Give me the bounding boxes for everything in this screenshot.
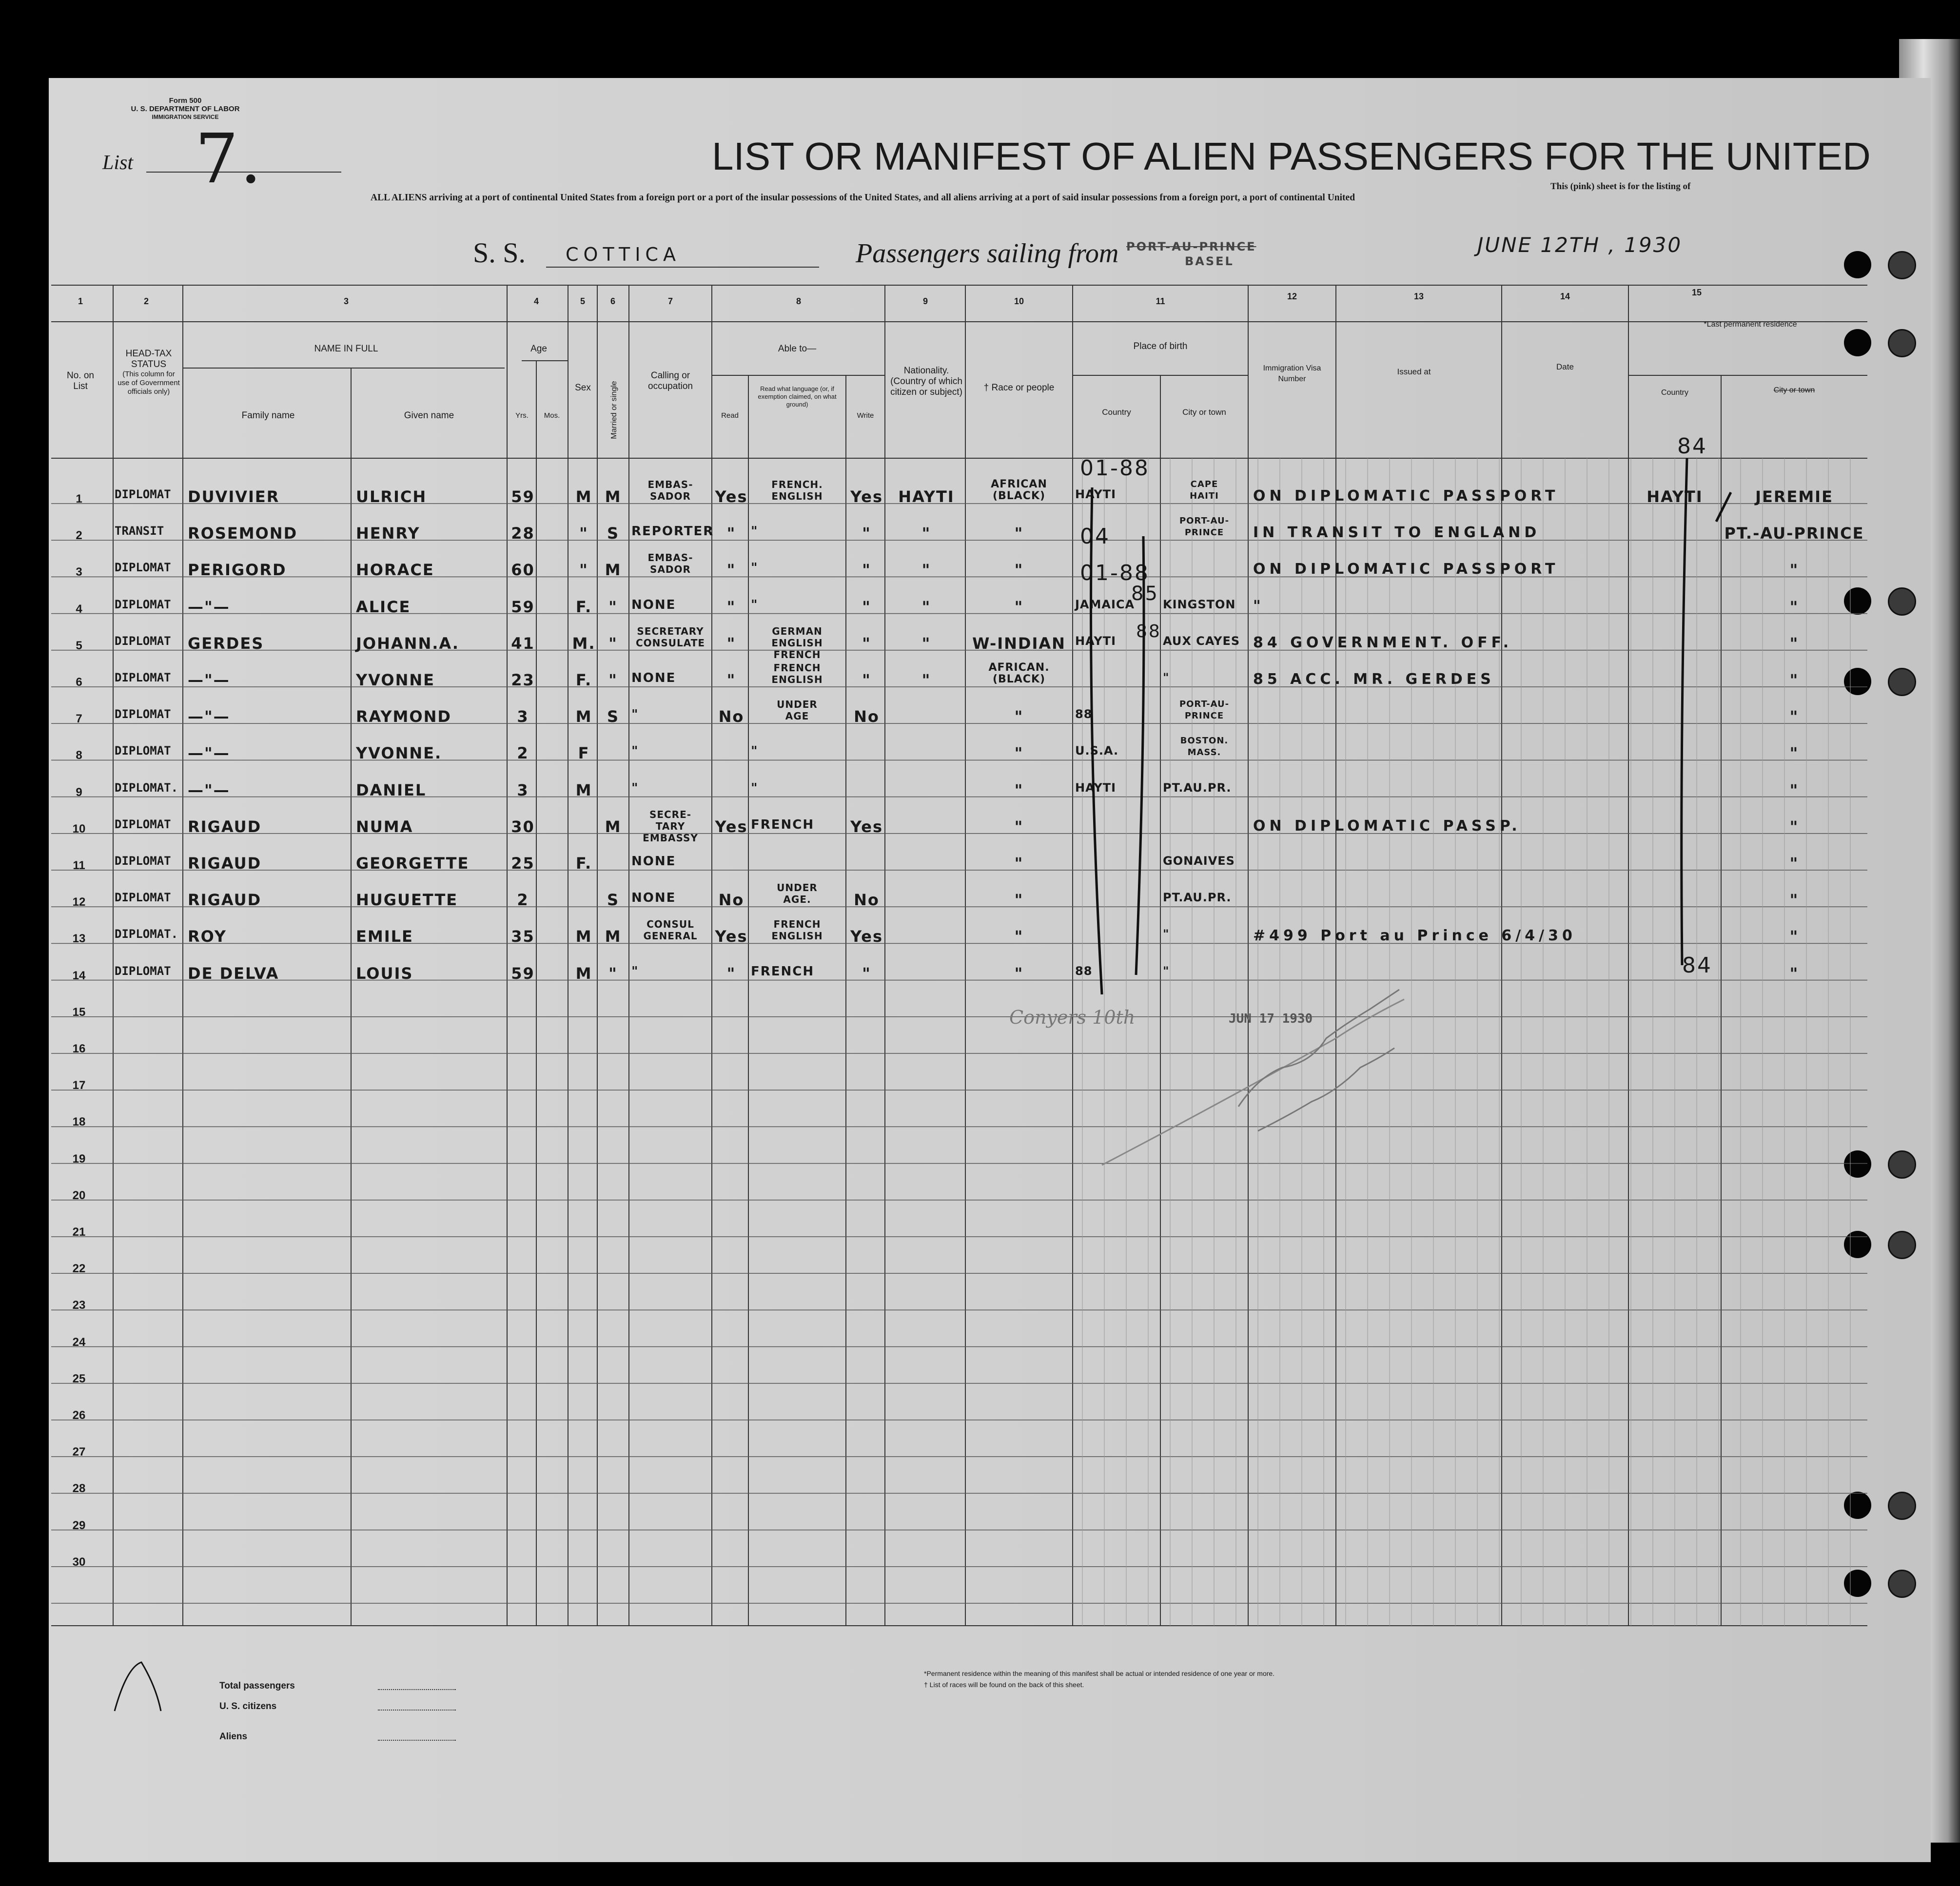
cell-race: " [1014,891,1024,910]
cell-read: No [718,891,745,910]
col-number: 14 [1560,292,1570,301]
header-res-country: Country [1661,389,1689,397]
cell-res-country: HAYTI [1646,487,1703,506]
row-number: 25 [72,1372,86,1385]
head-tax-note: (This column for use of Government officials only) [118,370,180,396]
cell-age: 59 [511,964,535,983]
footer-line [378,1740,456,1741]
cell-note: 85 ACC. MR. GERDES [1253,671,1495,688]
cell-write: " [862,634,871,653]
header-place-of-birth: Place of birth [1133,341,1188,351]
cell-age: 2 [517,891,529,910]
cell-status: DIPLOMAT [115,561,171,575]
cell-ms: S [607,707,620,726]
cell-lang: FRENCH. ENGLISH [771,479,823,502]
cell-city: " [1163,927,1170,941]
header-calling: Calling or occupation [648,370,693,391]
cell-status: DIPLOMAT [115,854,171,868]
cell-city: AUX CAYES [1163,634,1240,648]
cell-sex: F [578,744,590,763]
row-number: 12 [72,895,86,909]
cell-nat: " [921,634,931,653]
cell-res-city: " [1789,927,1799,946]
footer-line [378,1710,456,1711]
cell-res-city: " [1789,561,1799,580]
footer-note-races: † List of races will be found on the back of this sheet. [924,1681,1084,1689]
cell-lang: UNDER AGE [777,699,818,722]
cell-res-city: PT.-AU-PRINCE [1724,524,1864,543]
cell-ms: " [608,597,618,616]
cell-race: AFRICAN. (BLACK) [988,661,1050,685]
cell-lang: " [751,524,759,539]
header-family-name: Family name [241,410,295,421]
row-number: 8 [76,749,82,762]
cell-race: " [1014,927,1024,946]
cell-lang: GERMAN ENGLISH FRENCH [771,625,823,661]
col-number: 10 [1014,296,1024,306]
cell-ms: " [608,634,618,653]
cell-family: RIGAUD [188,854,262,873]
cell-res-city: " [1789,854,1799,873]
cell-calling: " [631,707,639,722]
cell-calling: " [631,780,639,796]
header-age: Age [530,344,547,354]
cell-city: GONAIVES [1163,854,1235,868]
cell-age: 3 [517,707,529,726]
cell-given: EMILE [356,927,413,946]
cell-status: DIPLOMAT [115,634,171,648]
cell-family: —"— [188,671,230,689]
row-number: 27 [72,1445,86,1459]
cell-family: ROSEMOND [188,524,298,543]
residence-code: 84 [1682,953,1712,978]
row-number: 20 [72,1188,86,1202]
cell-sex: M [575,707,592,726]
cell-city: " [1163,671,1170,684]
cell-race: W-INDIAN [972,634,1066,653]
manifest-subtitle-1: ALL ALIENS arriving at a port of continental United States from a foreign port or a port of the insular possessions of the United States, and all aliens arriving at a port of said insular possessions from a foreign port, a port of continental United [371,193,1355,203]
header-able-to: Able to— [778,344,817,354]
header-last-residence: *Last permanent residence [1704,320,1797,329]
cell-age: 30 [511,817,535,836]
cell-read: " [726,671,736,689]
cell-race: " [1014,524,1024,543]
cell-race: " [1014,561,1024,580]
cell-write: " [862,671,871,689]
cell-lang: FRENCH ENGLISH [771,918,823,942]
cell-calling: SECRE- TARY EMBASSY [643,808,698,844]
col-number: 1 [78,296,83,306]
cell-nat: " [921,524,931,543]
cell-calling: NONE [631,854,676,869]
row-number: 28 [72,1482,86,1496]
department-name: U. S. DEPARTMENT OF LABOR [131,105,240,113]
cell-res-city: " [1789,634,1799,653]
cell-status: DIPLOMAT [115,964,171,978]
cell-sex: " [579,561,588,580]
birth-code: 88 [1136,622,1161,642]
cell-calling: " [631,964,639,979]
cell-nat: " [921,597,931,616]
inspector-signature: Conyers 10th [1009,1007,1136,1028]
header-name-in-full: NAME IN FULL [314,344,378,354]
cell-country: HAYTI [1075,780,1117,795]
cell-city: " [1163,964,1170,978]
birth-code: 04 [1080,524,1110,549]
cell-write: Yes [850,927,883,946]
row-number: 21 [72,1225,86,1239]
col-number: 9 [922,296,928,306]
cell-family: DUVIVIER [188,487,280,506]
cell-race: " [1014,854,1024,873]
header-visa: Immigration Visa Number [1263,364,1321,383]
cell-age: 3 [517,780,529,799]
cell-sex: M [575,487,592,506]
header-write: Write [857,411,874,420]
cell-race: " [1014,744,1024,763]
header-given-name: Given name [404,410,454,421]
inspection-stamp: JUN 17 1930 [1229,1011,1313,1026]
cell-note: 84 GOVERNMENT. OFF. [1253,634,1513,651]
cell-sex: F. [575,597,592,616]
footer-total-label: Total passengers [219,1681,295,1691]
cell-note: " [1253,597,1265,615]
cell-calling: SECRETARY CONSULATE [635,625,706,649]
row-number: 10 [72,822,86,836]
row-number: 5 [76,639,82,652]
cell-read: " [726,634,736,653]
cell-sex: M [575,927,592,946]
footer-aliens-label: Aliens [219,1731,248,1742]
cell-status: DIPLOMAT [115,707,171,721]
cell-given: RAYMOND [356,707,451,726]
cell-given: LOUIS [356,964,413,983]
footer-note-residence: *Permanent residence within the meaning of this manifest shall be actual or intended residence of one year or more. [924,1670,1275,1677]
cell-sex: M [575,964,592,983]
cell-ms: M [605,927,622,946]
cell-given: HENRY [356,524,420,543]
cell-res-city: " [1789,707,1799,726]
cell-calling: NONE [631,671,676,685]
header-read-lang: Read what language (or, if exemption claimed, on what ground) [758,385,837,408]
cell-write: " [862,964,871,983]
cell-note: ON DIPLOMATIC PASSP. [1253,817,1521,835]
cell-read: No [718,707,745,726]
cell-age: 41 [511,634,535,653]
col-number: 6 [610,296,615,306]
row-number: 18 [72,1115,86,1129]
cell-given: YVONNE. [356,744,442,763]
cell-country: JAMAICA [1075,597,1135,611]
col-number: 5 [580,296,585,306]
cell-status: DIPLOMAT [115,671,171,684]
footer-line [378,1689,456,1690]
header-issued-at: Issued at [1397,367,1431,376]
cell-lang: FRENCH ENGLISH [771,662,823,685]
col-number: 12 [1287,292,1297,301]
cell-nat: " [921,561,931,580]
cell-lang: FRENCH [751,817,815,832]
row-number: 4 [76,602,82,616]
header-birth-country: Country [1102,408,1131,417]
cell-country: 88 [1075,964,1093,978]
cell-calling: NONE [631,597,676,612]
cell-given: HUGUETTE [356,891,458,910]
cell-ms: S [607,524,620,543]
cell-family: —"— [188,780,230,799]
cell-read: Yes [715,487,748,506]
cell-read: Yes [715,817,748,836]
cell-status: DIPLOMAT. [115,927,178,941]
row-number: 23 [72,1299,86,1312]
cell-write: " [862,561,871,580]
cell-nat: " [921,671,931,689]
cell-sex: " [579,524,588,543]
row-number: 1 [76,492,82,506]
manifest-subtitle-2: This (pink) sheet is for the listing of [1550,181,1691,192]
birth-code: 01-88 [1080,561,1150,585]
cell-city: CAPE HAITI [1190,479,1219,501]
cell-family: PERIGORD [188,561,287,580]
cell-calling: CONSUL GENERAL [643,918,698,942]
row-number: 7 [76,712,82,726]
port-name: BASEL [1185,254,1234,268]
cell-status: DIPLOMAT [115,744,171,758]
birth-code: 01-88 [1080,456,1150,481]
cell-lang: FRENCH [751,964,815,979]
col-number: 4 [533,296,539,306]
row-number: 14 [72,969,86,982]
cell-calling: EMBAS- SADOR [647,552,693,576]
row-number: 24 [72,1335,86,1349]
cell-read: " [726,524,736,543]
cell-given: DANIEL [356,780,427,799]
cell-city: PT.AU.PR. [1163,780,1232,795]
cell-country: HAYTI [1075,487,1117,501]
cell-ms: " [608,964,618,983]
cell-read: " [726,597,736,616]
cell-city: BOSTON. MASS. [1180,736,1229,758]
cell-note: #499 Port au Prince 6/4/30 [1253,927,1576,945]
sailing-label: Passengers sailing from [856,238,1119,269]
cell-read: Yes [715,927,748,946]
cell-status: DIPLOMAT [115,487,171,501]
header-sex: Sex [575,383,591,393]
header-nationality: Nationality. (Country of which citizen or subject) [890,366,962,397]
header-res-city: City or town [1773,386,1815,394]
cell-calling: EMBAS- SADOR [647,479,693,502]
cell-lang: " [751,597,759,612]
row-number: 9 [76,785,82,799]
header-race: † Race or people [983,383,1055,393]
col-number: 8 [796,296,801,306]
cell-nat: HAYTI [898,487,955,506]
row-number: 15 [72,1005,86,1019]
cell-res-city: " [1789,817,1799,836]
cell-res-city: " [1789,671,1799,689]
cell-race: AFRICAN (BLACK) [991,478,1047,502]
cell-ms: S [607,891,620,910]
cell-age: 28 [511,524,535,543]
cell-write: No [854,707,880,726]
col-number: 7 [667,296,673,306]
cell-given: ULRICH [356,487,427,506]
cell-race: " [1014,597,1024,616]
cell-city: PORT-AU- PRINCE [1179,699,1230,721]
header-yrs: Yrs. [515,411,529,420]
cell-calling: " [631,744,639,759]
manifest-title: LIST OR MANIFEST OF ALIEN PASSENGERS FOR THE UNITED [712,135,1871,178]
header-mos: Mos. [544,411,560,420]
row-number: 19 [72,1152,86,1166]
cell-family: RIGAUD [188,891,262,910]
cell-write: " [862,597,871,616]
cell-note: IN TRANSIT TO ENGLAND [1253,524,1541,542]
cell-given: JOHANN.A. [356,634,459,653]
cell-sex: F. [575,854,592,873]
cell-city: PT.AU.PR. [1163,891,1232,905]
cell-ms: M [605,487,622,506]
cell-age: 23 [511,671,535,689]
cell-race: " [1014,707,1024,726]
cell-city: PORT-AU- PRINCE [1179,516,1230,538]
cell-age: 25 [511,854,535,873]
footer-citizens-label: U. S. citizens [219,1701,277,1711]
header-birth-city: City or town [1182,408,1226,417]
head-tax-title: HEAD-TAX STATUS [125,349,172,369]
cell-write: Yes [850,817,883,836]
cell-given: GEORGETTE [356,854,470,873]
cell-ms: M [605,561,622,580]
cell-calling: NONE [631,891,676,906]
row-number: 3 [76,565,82,579]
cell-lang: " [751,780,759,796]
cell-given: ALICE [356,597,411,616]
port-struck: PORT-AU-PRINCE [1126,240,1256,253]
cell-given: NUMA [356,817,413,836]
cell-given: HORACE [356,561,434,580]
cell-res-city: " [1789,597,1799,616]
col-number: 15 [1691,288,1702,297]
col-number: 3 [343,296,349,306]
cell-family: —"— [188,707,230,726]
sailing-date: JUNE 12TH , 1930 [1477,233,1683,257]
ss-label: S. S. [473,237,526,269]
cell-res-city: " [1789,964,1799,983]
header-married: Married or single [610,381,618,439]
cell-write: No [854,891,880,910]
ship-name: COTTICA [566,244,681,265]
cell-age: 60 [511,561,535,580]
cell-given: YVONNE [356,671,435,689]
col-number: 2 [143,296,149,306]
service-name: IMMIGRATION SERVICE [152,114,219,120]
cell-ms: M [605,817,622,836]
cell-age: 2 [517,744,529,763]
cell-read: " [726,964,736,983]
cell-family: RIGAUD [188,817,262,836]
row-number: 13 [72,932,86,946]
row-number: 29 [72,1518,86,1532]
cell-lang: " [751,744,759,759]
cell-ms: " [608,671,618,689]
cell-country: HAYTI [1075,634,1117,648]
form-number: Form 500 [169,97,202,105]
row-number: 2 [76,529,82,543]
cell-race: " [1014,964,1024,983]
corner-mark [107,1657,166,1716]
cell-sex: F. [575,671,592,689]
cell-status: DIPLOMAT [115,597,171,611]
row-number: 22 [72,1262,86,1276]
row-number: 17 [72,1079,86,1092]
list-number: 7. [195,119,263,199]
cell-city: KINGSTON [1163,597,1236,611]
cell-status: TRANSIT [115,524,164,538]
cell-write: Yes [850,487,883,506]
cell-note: ON DIPLOMATIC PASSPORT [1253,487,1559,505]
row-number: 26 [72,1409,86,1422]
cell-res-city: " [1789,891,1799,910]
header-date: Date [1556,362,1574,371]
row-number: 6 [76,676,82,689]
cell-age: 59 [511,487,535,506]
cell-status: DIPLOMAT [115,817,171,831]
cell-age: 59 [511,597,535,616]
cell-res-city: " [1789,744,1799,763]
cell-status: DIPLOMAT. [115,780,178,795]
cell-res-city: " [1789,780,1799,799]
cell-country: 88 [1075,707,1093,721]
cell-read: " [726,561,736,580]
cell-family: GERDES [188,634,264,653]
cell-sex: M. [572,634,596,653]
cell-age: 35 [511,927,535,946]
row-number: 16 [72,1042,86,1055]
cell-family: —"— [188,597,230,616]
cell-res-city: JEREMIE [1755,487,1833,506]
cell-lang: UNDER AGE. [777,882,818,906]
header-read: Read [721,411,739,420]
cell-lang: " [751,561,759,576]
cell-note: ON DIPLOMATIC PASSPORT [1253,561,1559,578]
row-number: 11 [73,859,85,872]
birth-code: 85 [1131,583,1159,605]
header-no-on-list: No. on List [67,370,94,391]
cell-sex: M [575,780,592,799]
cell-family: —"— [188,744,230,763]
residence-code: 84 [1677,434,1707,459]
row-number: 30 [72,1555,86,1569]
cell-family: DE DELVA [188,964,279,983]
cell-write: " [862,524,871,543]
list-label: List [102,152,134,174]
cell-race: " [1014,780,1024,799]
cell-calling: REPORTER [631,524,714,539]
cell-country: U.S.A. [1075,744,1119,758]
col-number: 11 [1156,296,1165,306]
cell-family: ROY [188,927,227,946]
col-number: 13 [1413,292,1424,301]
cell-status: DIPLOMAT [115,891,171,905]
cell-race: " [1014,817,1024,836]
